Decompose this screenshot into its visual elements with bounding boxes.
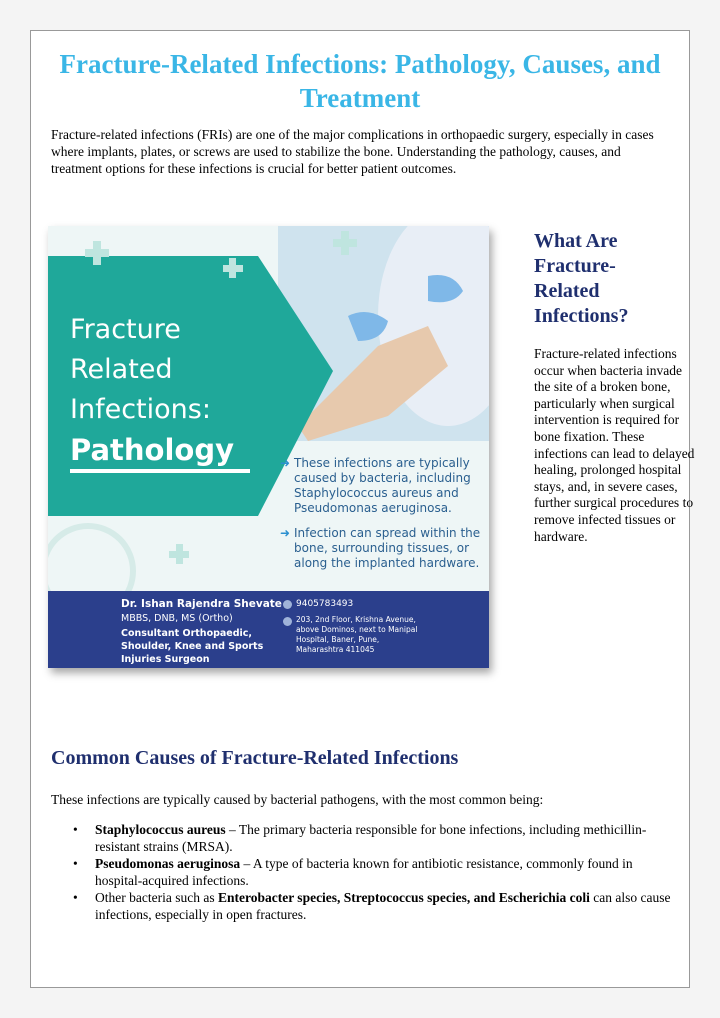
poster-image <box>48 226 489 668</box>
list-item <box>51 890 671 923</box>
doctor-role: Consultant Orthopaedic, Shoulder, Knee and Sports Injuries Surgeon <box>121 628 264 665</box>
cause-name: Pseudomonas aeruginosa <box>95 856 241 871</box>
cause-text: – The primary bacteria responsible for bone infections, including methicillin-resistant strains (MRSA). <box>95 822 647 854</box>
poster-footer <box>48 591 489 668</box>
causes-intro: These infections are typically caused by bacterial pathogens, with the most common being: <box>51 792 544 807</box>
doctor-name: Dr. Ishan Rajendra Shevate <box>121 598 282 610</box>
poster-title-bold: Pathology <box>70 433 235 467</box>
cause-prefix: Other bacteria such as <box>95 890 218 905</box>
arrow-icon: ➜ <box>280 526 291 540</box>
poster-bullet-2-text: Infection can spread within the bone, surrounding tissues, or along the implanted hardware. <box>294 526 481 570</box>
doctor-degrees: MBBS, DNB, MS (Ortho) <box>121 613 233 624</box>
cause-name: Staphylococcus aureus <box>95 822 226 837</box>
bullet-icon: • <box>73 856 78 871</box>
phone-icon <box>283 600 292 609</box>
location-icon <box>283 617 292 626</box>
poster-bullet-2 <box>280 526 485 571</box>
side-heading: What Are Fracture-Related Infections? <box>534 230 629 327</box>
bullet-icon: • <box>73 822 78 837</box>
doctor-address: 203, 2nd Floor, Krishna Avenue, above Dominos, next to Manipal Hospital, Baner, Pune, Maharashtra 411045 <box>296 615 418 654</box>
causes-heading: Common Causes of Fracture-Related Infections <box>51 747 459 769</box>
doctor-phone: 9405783493 <box>296 599 354 609</box>
document-page <box>30 30 695 988</box>
intro-paragraph: Fracture-related infections (FRIs) are one of the major complications in orthopaedic surgery, especially in cases where implants, plates, or screws are used to stabilize the bone. Understanding the pathology, causes, and treatment options for these infections is crucial for better patient outcomes. <box>51 127 654 176</box>
page-title: Fracture-Related Infections: Pathology, Causes, and Treatment <box>59 49 661 113</box>
poster-title-line-3: Infections: <box>70 394 211 425</box>
poster-title-line-2: Related <box>70 354 173 385</box>
arrow-icon: ➜ <box>280 456 291 470</box>
causes-list <box>51 822 671 924</box>
poster-underline <box>70 469 250 473</box>
poster-title-line-1: Fracture <box>70 314 181 345</box>
list-item <box>51 822 671 855</box>
cause-name: Enterobacter species, Streptococcus species, and Escherichia coli <box>217 890 590 905</box>
cause-text: can also cause infections, especially in open fractures. <box>95 890 671 922</box>
poster-bullet-1-text: These infections are typically caused by bacteria, including Staphylococcus aureus and Pseudomonas aeruginosa. <box>294 456 471 515</box>
cause-text: – A type of bacteria known for antibiotic resistance, commonly found in hospital-acquired infections. <box>95 856 633 888</box>
poster-title <box>70 310 234 472</box>
list-item <box>51 856 671 889</box>
bullet-icon: • <box>73 890 78 905</box>
side-paragraph: Fracture-related infections occur when bacteria invade the site of a broken bone, particularly when surgical intervention is required for bone fixation. These infections can lead to delayed healing, prolonged hospital stays, and, in severe cases, further surgical procedures to remove infected tissues or hardware. <box>534 346 695 544</box>
poster-bullet-1 <box>280 456 485 516</box>
